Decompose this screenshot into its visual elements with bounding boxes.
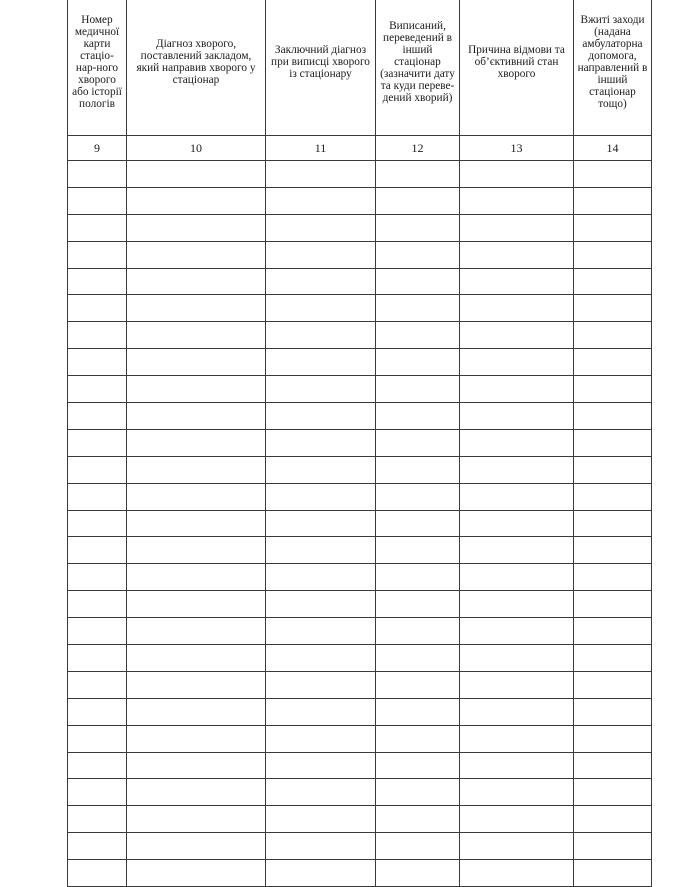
table-cell-col-14[interactable]	[574, 806, 652, 833]
table-cell-col-13[interactable]	[460, 645, 574, 672]
table-cell-col-14[interactable]	[574, 268, 652, 295]
column-number-9: 9	[68, 136, 127, 161]
table-cell-col-12[interactable]	[376, 268, 460, 295]
table-cell-col-9[interactable]	[68, 510, 127, 537]
table-cell-col-10[interactable]	[127, 698, 266, 725]
table-cell-col-11[interactable]	[266, 456, 376, 483]
table-cell-col-12[interactable]	[376, 806, 460, 833]
table-cell-col-13[interactable]	[460, 322, 574, 349]
table-cell-col-10[interactable]	[127, 187, 266, 214]
table-row	[68, 241, 652, 268]
column-header-13-text: Причина відмови та об’єктивний стан хворого	[468, 43, 565, 81]
table-cell-col-10[interactable]	[127, 806, 266, 833]
table-cell-col-11[interactable]	[266, 537, 376, 564]
table-cell-col-10[interactable]	[127, 860, 266, 887]
table-row	[68, 537, 652, 564]
table-cell-col-9[interactable]	[68, 752, 127, 779]
table-cell-col-12[interactable]	[376, 860, 460, 887]
table-cell-col-14[interactable]	[574, 645, 652, 672]
table-cell-col-11[interactable]	[266, 591, 376, 618]
column-header-10	[127, 0, 266, 136]
table-cell-col-12[interactable]	[376, 671, 460, 698]
table-cell-col-12[interactable]	[376, 322, 460, 349]
table-cell-col-13[interactable]	[460, 349, 574, 376]
table-cell-col-9[interactable]	[68, 403, 127, 430]
column-number-13: 13	[460, 136, 574, 161]
table-cell-col-13[interactable]	[460, 618, 574, 645]
table-cell-col-9[interactable]	[68, 564, 127, 591]
table-cell-col-11[interactable]	[266, 322, 376, 349]
table-cell-col-9[interactable]	[68, 833, 127, 860]
table-cell-col-10[interactable]	[127, 725, 266, 752]
table-row	[68, 403, 652, 430]
table-cell-col-9[interactable]	[68, 591, 127, 618]
table-row	[68, 376, 652, 403]
table-cell-col-13[interactable]	[460, 564, 574, 591]
column-header-9-text: Номер медичної карти стаціо-нар-ного хворого або історії пологів	[72, 13, 122, 111]
table-cell-col-10[interactable]	[127, 322, 266, 349]
table-cell-col-11[interactable]	[266, 779, 376, 806]
table-row	[68, 698, 652, 725]
table-cell-col-10[interactable]	[127, 376, 266, 403]
journal-table-page	[67, 0, 652, 887]
table-cell-col-10[interactable]	[127, 214, 266, 241]
table-cell-col-10[interactable]	[127, 161, 266, 188]
table-cell-col-11[interactable]	[266, 510, 376, 537]
table-row	[68, 725, 652, 752]
table-cell-col-13[interactable]	[460, 376, 574, 403]
table-cell-col-14[interactable]	[574, 241, 652, 268]
table-cell-col-11[interactable]	[266, 295, 376, 322]
journal-table-body	[68, 0, 652, 887]
table-row	[68, 833, 652, 860]
table-cell-col-14[interactable]	[574, 779, 652, 806]
table-cell-col-9[interactable]	[68, 295, 127, 322]
table-cell-col-9[interactable]	[68, 214, 127, 241]
table-cell-col-10[interactable]	[127, 349, 266, 376]
table-cell-col-9[interactable]	[68, 806, 127, 833]
table-cell-col-9[interactable]	[68, 779, 127, 806]
table-cell-col-14[interactable]	[574, 295, 652, 322]
table-cell-col-12[interactable]	[376, 779, 460, 806]
table-cell-col-10[interactable]	[127, 537, 266, 564]
table-cell-col-12[interactable]	[376, 403, 460, 430]
table-cell-col-10[interactable]	[127, 429, 266, 456]
column-header-12-text: Виписаний, переведений в інший стаціонар (зазначити дату та куди переве-дений хворий)	[380, 19, 455, 105]
table-cell-col-14[interactable]	[574, 698, 652, 725]
table-cell-col-12[interactable]	[376, 833, 460, 860]
table-cell-col-10[interactable]	[127, 618, 266, 645]
table-cell-col-14[interactable]	[574, 429, 652, 456]
table-row	[68, 591, 652, 618]
table-cell-col-9[interactable]	[68, 376, 127, 403]
table-cell-col-13[interactable]	[460, 403, 574, 430]
table-cell-col-14[interactable]	[574, 214, 652, 241]
table-cell-col-13[interactable]	[460, 779, 574, 806]
table-row	[68, 806, 652, 833]
table-cell-col-12[interactable]	[376, 214, 460, 241]
table-cell-col-14[interactable]	[574, 483, 652, 510]
table-cell-col-14[interactable]	[574, 161, 652, 188]
table-cell-col-12[interactable]	[376, 698, 460, 725]
header-row	[68, 0, 652, 136]
table-cell-col-13[interactable]	[460, 187, 574, 214]
table-row	[68, 187, 652, 214]
table-row	[68, 752, 652, 779]
table-cell-col-11[interactable]	[266, 161, 376, 188]
table-cell-col-11[interactable]	[266, 483, 376, 510]
table-cell-col-10[interactable]	[127, 779, 266, 806]
table-cell-col-12[interactable]	[376, 376, 460, 403]
column-number-11: 11	[266, 136, 376, 161]
table-cell-col-13[interactable]	[460, 161, 574, 188]
table-row	[68, 618, 652, 645]
table-cell-col-9[interactable]	[68, 456, 127, 483]
table-cell-col-14[interactable]	[574, 322, 652, 349]
table-cell-col-13[interactable]	[460, 725, 574, 752]
table-cell-col-11[interactable]	[266, 268, 376, 295]
table-cell-col-10[interactable]	[127, 456, 266, 483]
table-cell-col-13[interactable]	[460, 214, 574, 241]
table-cell-col-13[interactable]	[460, 752, 574, 779]
table-cell-col-13[interactable]	[460, 268, 574, 295]
table-cell-col-13[interactable]	[460, 510, 574, 537]
table-cell-col-9[interactable]	[68, 618, 127, 645]
table-cell-col-10[interactable]	[127, 510, 266, 537]
table-cell-col-9[interactable]	[68, 187, 127, 214]
table-cell-col-9[interactable]	[68, 483, 127, 510]
table-cell-col-12[interactable]	[376, 187, 460, 214]
table-cell-col-11[interactable]	[266, 349, 376, 376]
table-row	[68, 456, 652, 483]
table-cell-col-11[interactable]	[266, 806, 376, 833]
table-cell-col-12[interactable]	[376, 510, 460, 537]
table-cell-col-12[interactable]	[376, 537, 460, 564]
table-cell-col-12[interactable]	[376, 618, 460, 645]
table-cell-col-10[interactable]	[127, 564, 266, 591]
table-cell-col-12[interactable]	[376, 429, 460, 456]
table-row	[68, 161, 652, 188]
table-cell-col-11[interactable]	[266, 645, 376, 672]
table-cell-col-9[interactable]	[68, 268, 127, 295]
table-cell-col-13[interactable]	[460, 806, 574, 833]
table-cell-col-11[interactable]	[266, 860, 376, 887]
table-cell-col-12[interactable]	[376, 752, 460, 779]
table-row	[68, 483, 652, 510]
table-cell-col-10[interactable]	[127, 295, 266, 322]
table-cell-col-14[interactable]	[574, 591, 652, 618]
table-cell-col-12[interactable]	[376, 645, 460, 672]
table-row	[68, 295, 652, 322]
table-row	[68, 214, 652, 241]
table-cell-col-12[interactable]	[376, 456, 460, 483]
table-cell-col-14[interactable]	[574, 456, 652, 483]
table-cell-col-13[interactable]	[460, 429, 574, 456]
table-cell-col-12[interactable]	[376, 349, 460, 376]
table-cell-col-12[interactable]	[376, 725, 460, 752]
table-cell-col-14[interactable]	[574, 860, 652, 887]
column-header-13	[460, 0, 574, 136]
column-number-12: 12	[376, 136, 460, 161]
table-cell-col-11[interactable]	[266, 671, 376, 698]
table-cell-col-14[interactable]	[574, 752, 652, 779]
table-cell-col-10[interactable]	[127, 752, 266, 779]
table-cell-col-10[interactable]	[127, 833, 266, 860]
table-cell-col-13[interactable]	[460, 671, 574, 698]
table-cell-col-13[interactable]	[460, 698, 574, 725]
table-cell-col-13[interactable]	[460, 456, 574, 483]
table-cell-col-14[interactable]	[574, 564, 652, 591]
table-row	[68, 671, 652, 698]
table-cell-col-10[interactable]	[127, 241, 266, 268]
table-cell-col-11[interactable]	[266, 429, 376, 456]
column-header-14	[574, 0, 652, 136]
table-cell-col-13[interactable]	[460, 860, 574, 887]
table-cell-col-12[interactable]	[376, 591, 460, 618]
table-cell-col-11[interactable]	[266, 214, 376, 241]
table-cell-col-10[interactable]	[127, 591, 266, 618]
table-cell-col-11[interactable]	[266, 403, 376, 430]
table-cell-col-14[interactable]	[574, 725, 652, 752]
table-cell-col-13[interactable]	[460, 483, 574, 510]
table-cell-col-13[interactable]	[460, 295, 574, 322]
table-cell-col-11[interactable]	[266, 241, 376, 268]
table-cell-col-12[interactable]	[376, 161, 460, 188]
table-cell-col-10[interactable]	[127, 403, 266, 430]
column-number-14: 14	[574, 136, 652, 161]
table-cell-col-11[interactable]	[266, 833, 376, 860]
table-cell-col-14[interactable]	[574, 537, 652, 564]
table-cell-col-11[interactable]	[266, 618, 376, 645]
table-cell-col-13[interactable]	[460, 241, 574, 268]
table-cell-col-9[interactable]	[68, 725, 127, 752]
table-cell-col-9[interactable]	[68, 645, 127, 672]
table-cell-col-14[interactable]	[574, 403, 652, 430]
table-row	[68, 349, 652, 376]
table-cell-col-12[interactable]	[376, 241, 460, 268]
table-cell-col-13[interactable]	[460, 833, 574, 860]
table-row	[68, 645, 652, 672]
journal-table	[67, 0, 652, 887]
table-cell-col-9[interactable]	[68, 322, 127, 349]
table-cell-col-9[interactable]	[68, 161, 127, 188]
table-cell-col-9[interactable]	[68, 671, 127, 698]
column-header-9	[68, 0, 127, 136]
table-row	[68, 429, 652, 456]
table-cell-col-14[interactable]	[574, 510, 652, 537]
table-cell-col-9[interactable]	[68, 537, 127, 564]
table-cell-col-12[interactable]	[376, 483, 460, 510]
column-number-row	[68, 136, 652, 161]
table-cell-col-11[interactable]	[266, 725, 376, 752]
table-cell-col-10[interactable]	[127, 268, 266, 295]
table-cell-col-9[interactable]	[68, 241, 127, 268]
table-row	[68, 779, 652, 806]
table-cell-col-10[interactable]	[127, 645, 266, 672]
table-row	[68, 268, 652, 295]
table-cell-col-14[interactable]	[574, 349, 652, 376]
column-header-11-text: Заключний діагноз при виписці хворого із стаціонару	[271, 43, 370, 81]
table-cell-col-11[interactable]	[266, 187, 376, 214]
table-cell-col-9[interactable]	[68, 349, 127, 376]
table-cell-col-9[interactable]	[68, 860, 127, 887]
table-cell-col-14[interactable]	[574, 376, 652, 403]
table-cell-col-11[interactable]	[266, 752, 376, 779]
column-header-12	[376, 0, 460, 136]
table-cell-col-9[interactable]	[68, 429, 127, 456]
table-cell-col-10[interactable]	[127, 483, 266, 510]
table-cell-col-13[interactable]	[460, 537, 574, 564]
table-cell-col-11[interactable]	[266, 698, 376, 725]
table-cell-col-14[interactable]	[574, 833, 652, 860]
column-number-10: 10	[127, 136, 266, 161]
table-row	[68, 510, 652, 537]
table-cell-col-12[interactable]	[376, 564, 460, 591]
table-row	[68, 564, 652, 591]
table-cell-col-12[interactable]	[376, 295, 460, 322]
table-cell-col-14[interactable]	[574, 618, 652, 645]
table-cell-col-13[interactable]	[460, 591, 574, 618]
column-header-14-text: Вжиті заходи (надана амбулаторна допомога, направлений в інший стаціонар тощо)	[577, 13, 648, 111]
table-cell-col-11[interactable]	[266, 564, 376, 591]
table-cell-col-11[interactable]	[266, 376, 376, 403]
table-cell-col-9[interactable]	[68, 698, 127, 725]
column-header-10-text: Діагноз хворого, поставлений закладом, який направив хворого у стаціонар	[136, 37, 256, 87]
table-row	[68, 322, 652, 349]
table-cell-col-14[interactable]	[574, 187, 652, 214]
table-cell-col-14[interactable]	[574, 671, 652, 698]
table-cell-col-10[interactable]	[127, 671, 266, 698]
table-row	[68, 860, 652, 887]
column-header-11	[266, 0, 376, 136]
